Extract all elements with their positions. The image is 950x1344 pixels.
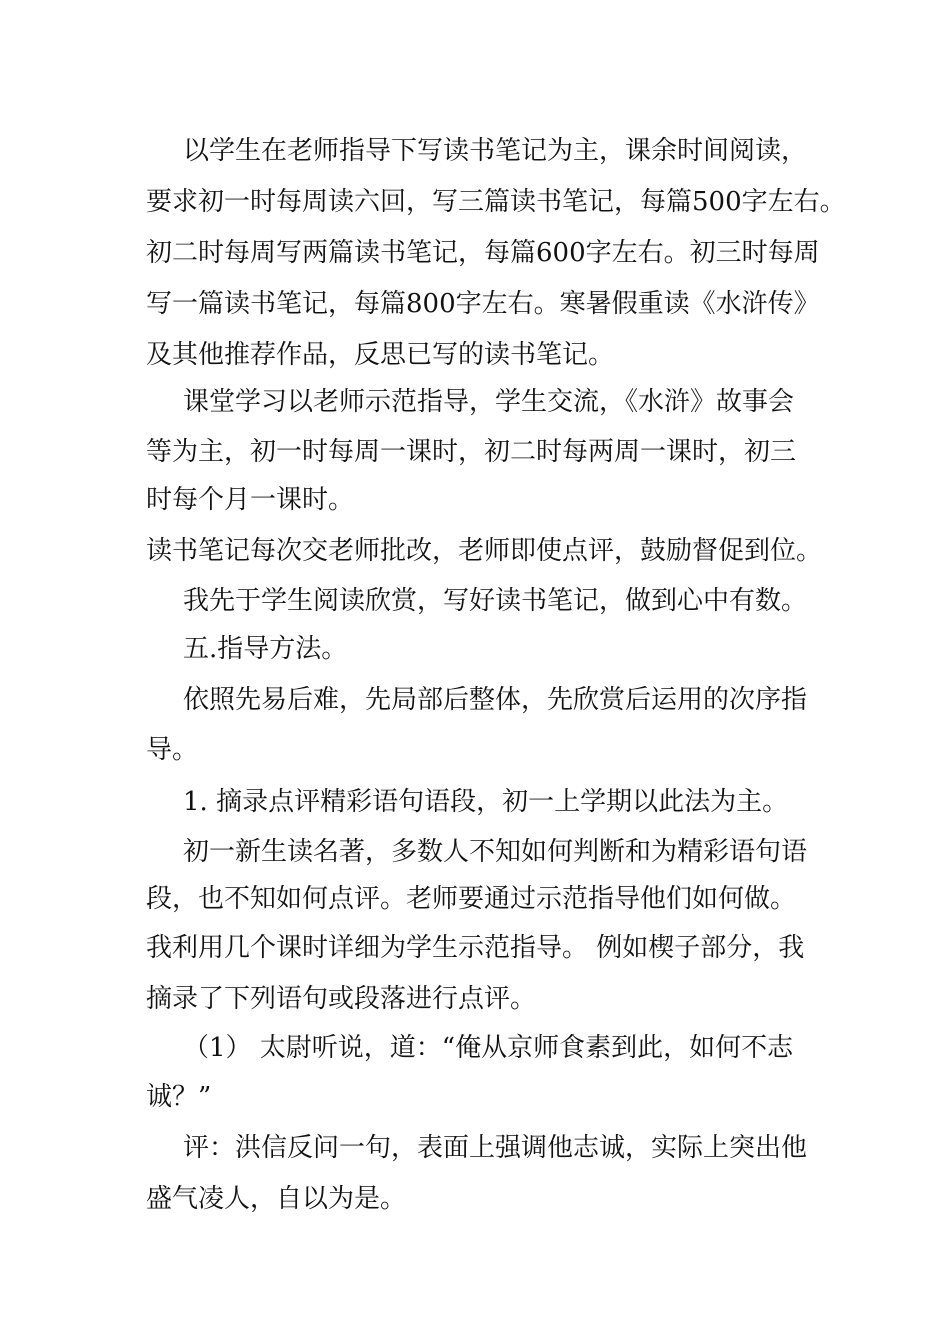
section-heading: 五.指导方法。 — [183, 634, 348, 664]
text-line: 我利用几个课时详细为学生示范指导。 例如楔子部分，我 — [146, 933, 805, 963]
text-line: 写一篇读书笔记，每篇800字左右。寒暑假重读《水浒传》 — [146, 289, 820, 319]
text-line: 初一新生读名著，多数人不知如何判断和为精彩语句语 — [183, 837, 808, 867]
text-line: 课堂学习以老师示范指导，学生交流，《水浒》故事会 — [183, 387, 795, 417]
text-line: 初二时每周写两篇读书笔记，每篇600字左右。初三时每周 — [146, 238, 820, 268]
text-line: 读书笔记每次交老师批改，老师即使点评，鼓励督促到位。 — [146, 536, 823, 566]
comment-line: 盛气凌人，自以为是。 — [146, 1184, 407, 1214]
text-line: 以学生在老师指导下写读书笔记为主，课余时间阅读， — [183, 136, 808, 166]
text-line: 段，也不知如何点评。老师要通过示范指导他们如何做。 — [146, 884, 797, 914]
text-line: 导。 — [146, 735, 199, 765]
comment-line: 评：洪信反问一句，表面上强调他志诚，实际上突出他 — [183, 1133, 808, 1163]
text-line: 及其他推荐作品，反思已写的读书笔记。 — [146, 340, 615, 370]
subheading: 1. 摘录点评精彩语句语段，初一上学期以此法为主。 — [183, 787, 789, 817]
text-line: 等为主，初一时每周一课时，初二时每两周一课时，初三 — [146, 437, 797, 467]
text-line: 要求初一时每周读六回，写三篇读书笔记，每篇500字左右。 — [146, 187, 846, 217]
quote-line: 诚？” — [146, 1082, 212, 1112]
text-line: 依照先易后难，先局部后整体，先欣赏后运用的次序指 — [183, 685, 808, 715]
text-line: 摘录了下列语句或段落进行点评。 — [146, 984, 537, 1014]
text-line: 我先于学生阅读欣赏，写好读书笔记，做到心中有数。 — [183, 586, 808, 616]
quote-line: （1） 太尉听说，道：“俺从京师食素到此，如何不志 — [183, 1033, 794, 1063]
text-line: 时每个月一课时。 — [146, 485, 355, 515]
